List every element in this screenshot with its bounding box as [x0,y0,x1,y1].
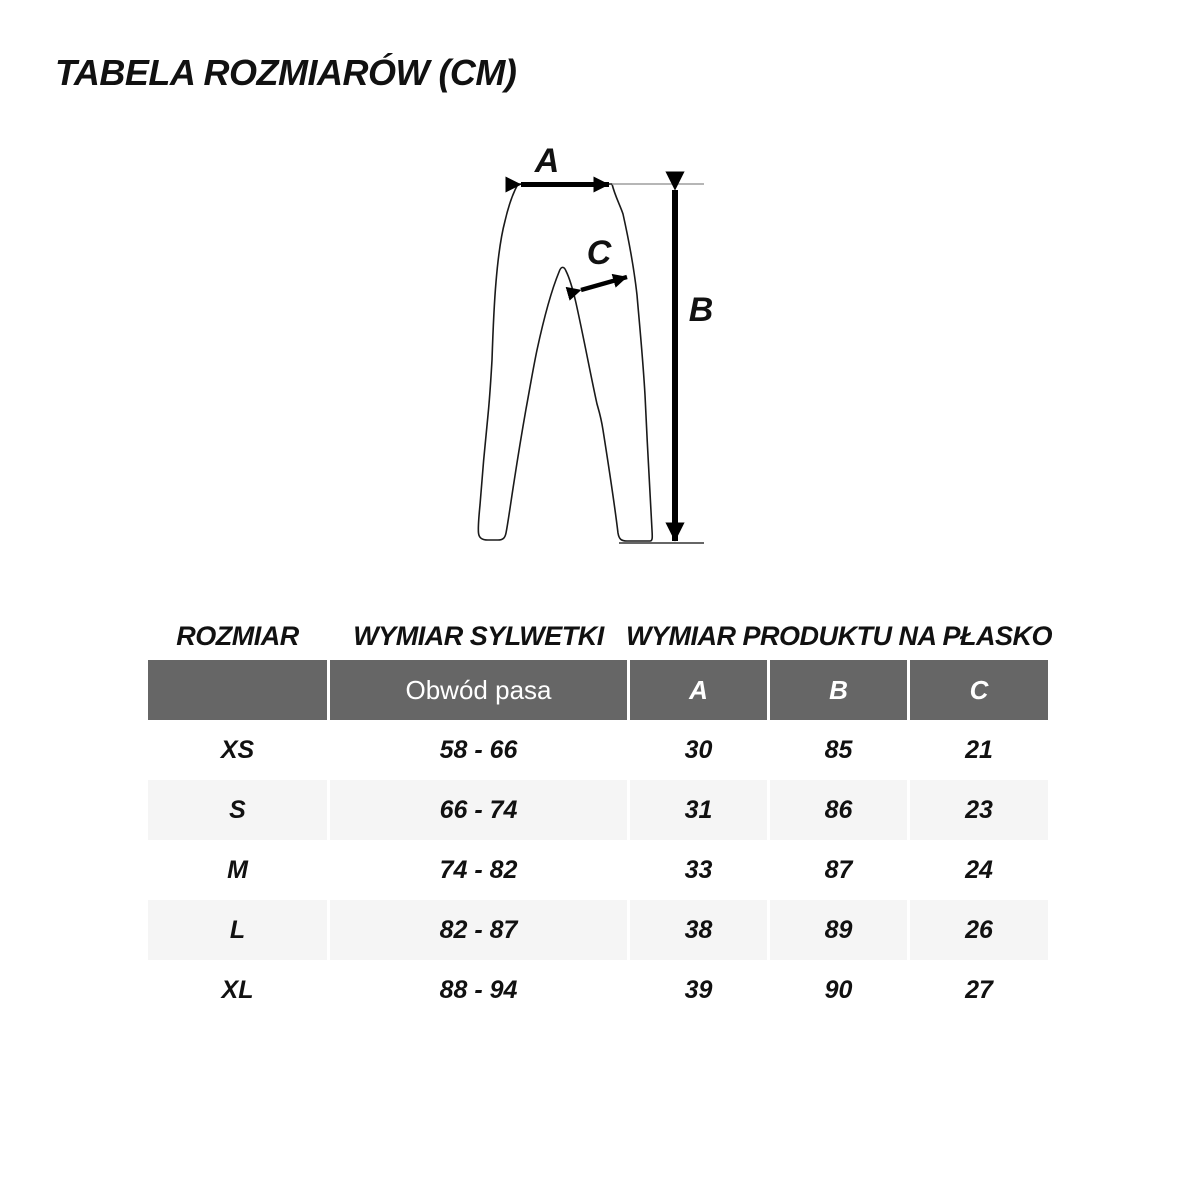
size-cell: XL [148,960,327,1020]
c-cell: 27 [910,960,1048,1020]
label-c: C [586,234,612,272]
waist-cell: 74 - 82 [330,840,627,900]
c-cell: 24 [910,840,1048,900]
c-cell: 23 [910,780,1048,840]
b-cell: 89 [770,900,907,960]
size-cell: M [148,840,327,900]
a-cell: 38 [630,900,767,960]
size-cell: XS [148,720,327,780]
size-table [148,610,1052,1020]
section-header-wymiar-produktu: WYMIAR PRODUKTU NA PŁASKO [626,621,1052,651]
waist-cell: 88 - 94 [330,960,627,1020]
header-cell-c: C [910,660,1048,720]
b-cell: 85 [770,720,907,780]
b-cell: 87 [770,840,907,900]
size-cell: S [148,780,327,840]
header-cell-a: A [630,660,767,720]
size-cell: L [148,900,327,960]
table-column-header-row [148,660,1052,720]
c-cell: 26 [910,900,1048,960]
waist-cell: 58 - 66 [330,720,627,780]
table-row-s [148,780,1052,840]
table-row-l [148,900,1052,960]
c-cell: 21 [910,720,1048,780]
label-a: A [534,142,560,180]
page-title: TABELA ROZMIARÓW (CM) [55,52,517,93]
label-b: B [688,291,714,329]
header-cell-obwod-pasa: Obwód pasa [330,660,627,720]
section-header-rozmiar: ROZMIAR [176,621,299,651]
table-row-xs [148,720,1052,780]
a-cell: 39 [630,960,767,1020]
a-cell: 33 [630,840,767,900]
header-cell-empty [148,660,327,720]
b-cell: 90 [770,960,907,1020]
section-header-wymiar-sylwetki: WYMIAR SYLWETKI [353,621,604,651]
pants-outline [478,184,652,541]
waist-cell: 66 - 74 [330,780,627,840]
b-cell: 86 [770,780,907,840]
header-cell-b: B [770,660,907,720]
table-row-m [148,840,1052,900]
table-section-header-row [148,610,1052,660]
a-cell: 30 [630,720,767,780]
table-row-xl [148,960,1052,1020]
waist-cell: 82 - 87 [330,900,627,960]
a-cell: 31 [630,780,767,840]
